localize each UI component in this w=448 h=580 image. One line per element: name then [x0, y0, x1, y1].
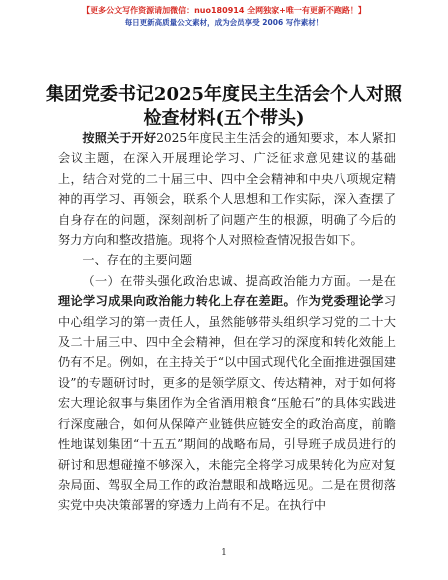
problem-paragraph [58, 271, 396, 516]
section-heading: 一、存在的主要问题 [82, 253, 193, 268]
problem-bold-1: 理论学习成果向政治能力转化上存在差距。 [58, 294, 297, 309]
problem-bold-2: 为党委理论学 [308, 294, 384, 309]
document-body [58, 128, 396, 516]
banner-line-2: 每日更新高质量公文素材，成为会员享受 2006 写作素材！ [124, 18, 324, 27]
banner-line-1: 【更多公文写作资源请加微信：nuo180914 全网独家+唯一有更新不跑路！】 [82, 6, 366, 15]
intro-lead: 按照关于开好 [82, 131, 157, 145]
page-number: 1 [221, 548, 227, 558]
promo-banner [0, 5, 448, 29]
intro-text: 2025年度民主生活会的通知要求，本人紧扣会议主题，在深入开展理论学习、广泛征求意见建议的基础上，结合对党的二十届三中、四中全会精神和中央八项规定精神的再学习、再领会，联系个人思想和工作实际，深入查摆了自身存在的问题，深刻剖析了问题产生的根源，明确了今后的努力方向和整改措施。现将个人对照检查情况报告如下。 [58, 131, 396, 248]
document-title: 集团党委书记2025年度民主生活会个人对照检查材料(五个带头) [45, 84, 403, 129]
problem-mid: 作 [296, 294, 309, 309]
problem-prefix: （一）在带头强化政治忠诚、提高政治能力方面。一是在 [82, 273, 396, 288]
intro-paragraph [58, 128, 396, 250]
problem-text: 习中心组学习的第一责任人，虽然能够带头组织学习党的二十大及二十届三中、四中全会精神，但在学习的深度和转化效能上仍有不足。例如，在主持关于“以中国式现代化全面推进强国建设”的专题研讨时，更多的是领学原文、传达精神，对于如何将宏大理论叙事与集团作为全省酒用粮食“压舱石”的具体实践进行深度融合，如何从保障产业链供应链安全的政治高度，前瞻性地谋划集团“十五五”期间的战略布局，引导班子成员进行的研讨和思想碰撞不够深入，未能完全将学习成果转化为应对复杂局面、驾驭全局工作的政治慧眼和战略远见。二是在贯彻落实党中央决策部署的穿透力上尚有不足。在执行中 [58, 294, 396, 513]
